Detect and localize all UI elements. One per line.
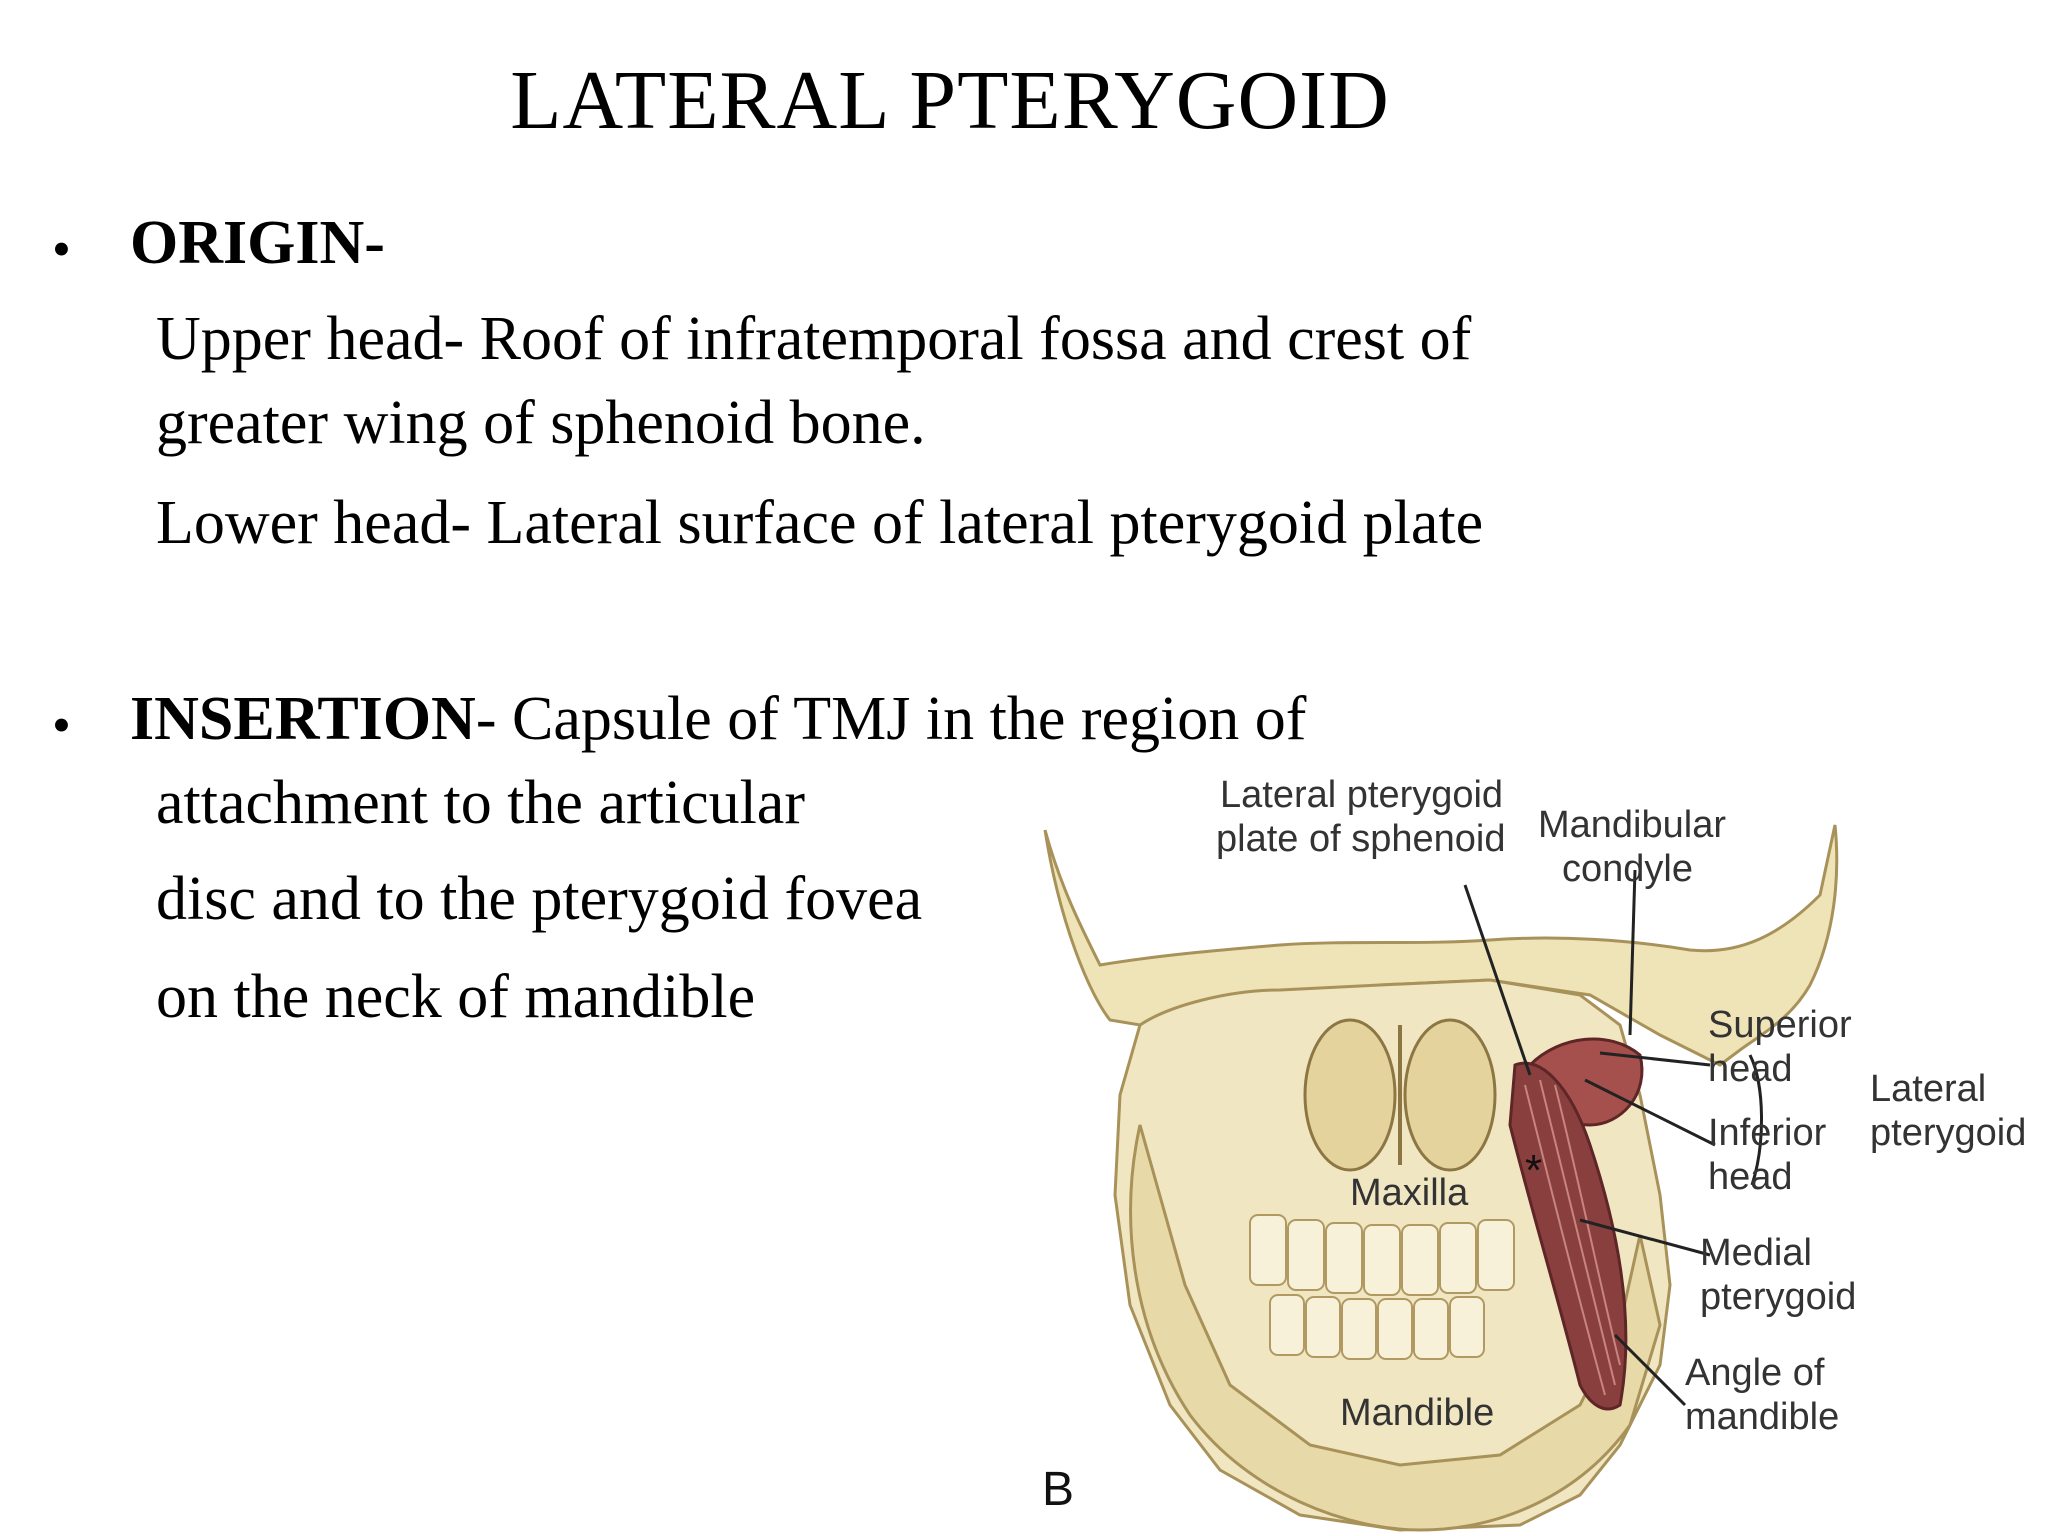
label-lateral-plate: plate of sphenoid <box>1216 818 1506 860</box>
label-lateral-pterygoid: pterygoid <box>1870 1112 2027 1154</box>
label-maxilla: Maxilla <box>1350 1172 1469 1214</box>
label-angle-of-mandible: mandible <box>1685 1396 1840 1438</box>
label-medial-pterygoid: Medial <box>1700 1232 1812 1274</box>
label-mandibular-condyle: condyle <box>1562 848 1693 890</box>
slide-title: LATERAL PTERYGOID <box>510 54 1390 147</box>
label-superior-head: head <box>1708 1048 1793 1090</box>
origin-line: greater wing of sphenoid bone. <box>156 389 926 457</box>
label-medial-pterygoid: pterygoid <box>1700 1276 1857 1318</box>
label-inferior-head: head <box>1708 1156 1793 1198</box>
origin-line: Lower head- Lateral surface of lateral pterygoid plate <box>156 489 1484 557</box>
label-mandible: Mandible <box>1340 1392 1495 1434</box>
label-superior-head: Superior <box>1708 1004 1852 1046</box>
label-angle-of-mandible: Angle of <box>1685 1352 1825 1394</box>
origin-line: Upper head- Roof of infratemporal fossa and crest of <box>156 305 1472 373</box>
insertion-heading <box>130 685 1307 753</box>
insertion-line: on the neck of mandible <box>156 963 756 1031</box>
insertion-heading-text: INSERTION <box>130 685 476 753</box>
teeth <box>1250 1215 1514 1359</box>
label-mandibular-condyle: Mandibular <box>1538 804 1726 846</box>
bullet-insertion: • <box>52 695 71 755</box>
insertion-line: disc and to the pterygoid fovea <box>156 865 923 933</box>
panel-letter: B <box>1042 1463 1075 1516</box>
origin-heading-text: ORIGIN- <box>130 209 385 277</box>
label-lateral-plate: Lateral pterygoid <box>1220 774 1504 816</box>
insertion-line: attachment to the articular <box>156 769 805 837</box>
skull-figure <box>1020 765 2048 1536</box>
label-asterisk: * <box>1525 1146 1543 1195</box>
label-inferior-head: Inferior <box>1708 1112 1827 1154</box>
nasal-cavity-left <box>1305 1020 1395 1170</box>
bullet-origin: • <box>52 219 71 279</box>
insertion-heading-suffix: - Capsule of TMJ in the region of <box>475 685 1307 753</box>
origin-heading <box>130 209 385 277</box>
nasal-cavity-right <box>1405 1020 1495 1170</box>
label-lateral-pterygoid: Lateral <box>1870 1068 1987 1110</box>
skull-illustration <box>1020 765 2048 1536</box>
